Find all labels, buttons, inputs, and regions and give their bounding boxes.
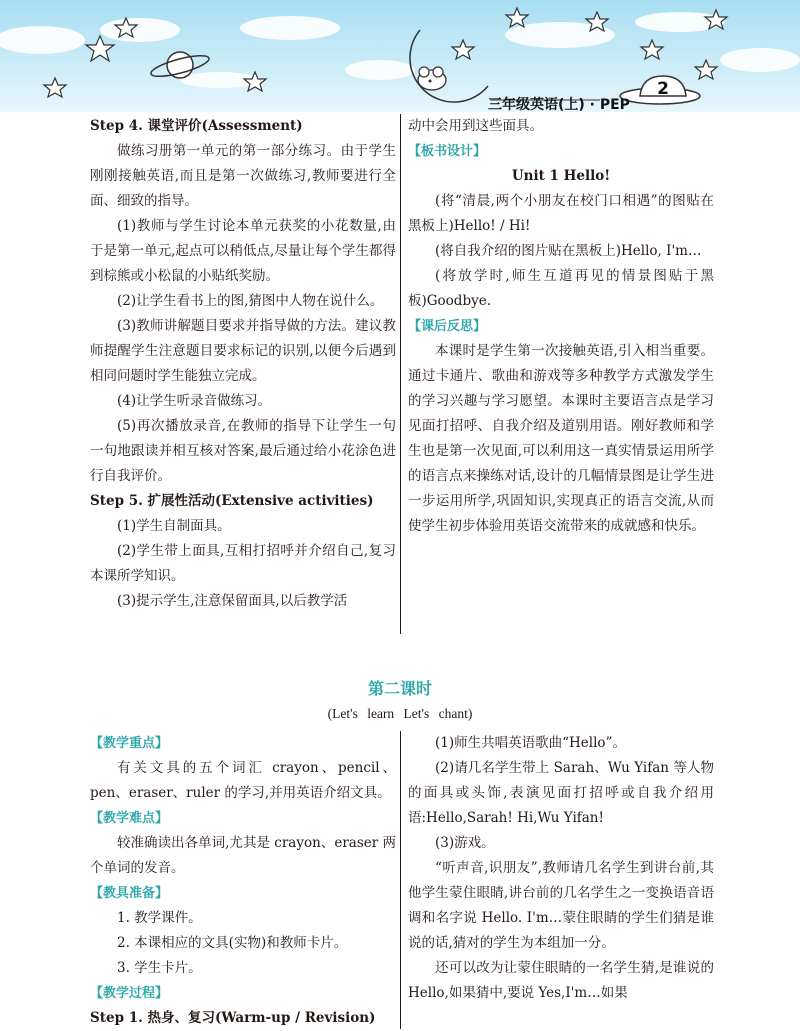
unit-title: Unit 1 Hello!: [511, 168, 611, 184]
paragraph: (1)师生共唱英语歌曲“Hello”。: [435, 735, 626, 751]
page-header: [0, 0, 800, 112]
paragraph: 还可以改为让蒙住眼睛的一名学生猜,是谁说的 Hello,如果猜中,要说 Yes,I'm…如果: [408, 960, 714, 1001]
section-tag-reflection: 【课后反思】: [408, 319, 487, 334]
paragraph: (5)再次播放录音,在教师的指导下让学生一句一句地跟读并相互核对答案,最后通过给小花涂色进行自我评价。: [90, 418, 396, 484]
paragraph: (1)教师与学生讨论本单元获奖的小花数量,由于是第一单元,起点可以稍低点,尽量让每个学生都得到棕熊或小松鼠的小贴纸奖励。: [90, 218, 396, 284]
paragraph: 做练习册第一单元的第一部分练习。由于学生刚刚接触英语,而且是第一次做练习,教师要进行全面、细致的指导。: [90, 143, 396, 209]
paragraph: 较准确读出各单词,尤其是 crayon、eraser 两个单词的发音。: [90, 835, 396, 876]
section-tag-preparation: 【教具准备】: [90, 886, 169, 901]
step1-heading: Step 1. 热身、复习(Warm-up / Revision): [90, 1010, 376, 1026]
paragraph: (3)提示学生,注意保留面具,以后教学活: [117, 593, 348, 609]
section-tag-focus: 【教学重点】: [90, 736, 169, 751]
paragraph: (将自我介绍的图片贴在黑板上)Hello, I'm…: [435, 243, 702, 259]
left-column-lesson2: [90, 731, 396, 1031]
step4-heading: Step 4. 课堂评价(Assessment): [90, 118, 303, 134]
paragraph: (将放学时,师生互道再见的情景图贴于黑板)Goodbye.: [408, 268, 714, 309]
step5-heading: Step 5. 扩展性活动(Extensive activities): [90, 493, 374, 509]
paragraph: 有关文具的五个词汇 crayon、pencil、pen、eraser、ruler 的学习,并用英语介绍文具。: [90, 760, 396, 801]
paragraph: (3)游戏。: [435, 835, 495, 851]
paragraph: “听声音,识朋友”,教师请几名学生到讲台前,其他学生蒙住眼睛,讲台前的几名学生之一变换语音语调和名字说 Hello. I'm…蒙住眼睛的学生们猜是谁说的话,猜对的学生为本组加一分。: [408, 860, 714, 951]
left-column: [90, 114, 396, 614]
paragraph: (2)学生带上面具,互相打招呼并介绍自己,复习本课所学知识。: [90, 543, 396, 584]
paragraph: (2)让学生看书上的图,猜图中人物在说什么。: [117, 293, 384, 309]
paragraph: (2)请几名学生带上 Sarah、Wu Yifan 等人物的面具或头饰,表演见面打招呼或自我介绍用语:Hello,Sarah! Hi,Wu Yifan!: [408, 760, 714, 826]
column-divider: [400, 114, 401, 634]
list-item: 1. 教学课件。: [117, 910, 202, 926]
page-number: 2: [657, 79, 669, 99]
column-divider: [400, 731, 401, 1029]
paragraph: (4)让学生听录音做练习。: [117, 393, 272, 409]
header-banner: [0, 0, 800, 112]
paragraph: 本课时是学生第一次接触英语,引入相当重要。通过卡通片、歌曲和游戏等多种教学方式激发学生的学习兴趣与学习愿望。本课时主要语言点是学习见面打招呼、自我介绍及道别用语。刚好教师和学生也是第一次见面,可以利用这一真实情景运用所学的语言点来操练对话,设计的几幅情景图是让学生进一步运用所学,巩固知识,实现真正的语言交流,从而使学生初步体验用英语交流带来的成就感和快乐。: [408, 343, 714, 534]
section-tag-difficulty: 【教学难点】: [90, 811, 169, 826]
right-column: [408, 114, 714, 539]
section-tag-board: 【板书设计】: [408, 144, 487, 159]
list-item: 2. 本课相应的文具(实物)和教师卡片。: [117, 935, 348, 951]
paragraph: (3)教师讲解题目要求并指导做的方法。建议教师提醒学生注意题目要求标记的识别,以便今后遇到相同问题时学生能独立完成。: [90, 318, 396, 384]
paragraph: (将“清晨,两个小朋友在校门口相遇”的图贴在黑板上)Hello! / Hi!: [408, 193, 714, 234]
section-tag-process: 【教学过程】: [90, 986, 169, 1001]
list-item: 3. 学生卡片。: [117, 960, 202, 976]
paragraph: 动中会用到这些面具。: [408, 118, 543, 134]
lesson-subtitle: (Let's learn Let's chant): [327, 706, 473, 721]
book-tag: 三年级英语(上) · PEP: [488, 97, 630, 112]
lesson-title: 第二课时: [367, 679, 432, 698]
right-column-lesson2: [408, 731, 714, 1006]
paragraph: (1)学生自制面具。: [117, 518, 231, 534]
